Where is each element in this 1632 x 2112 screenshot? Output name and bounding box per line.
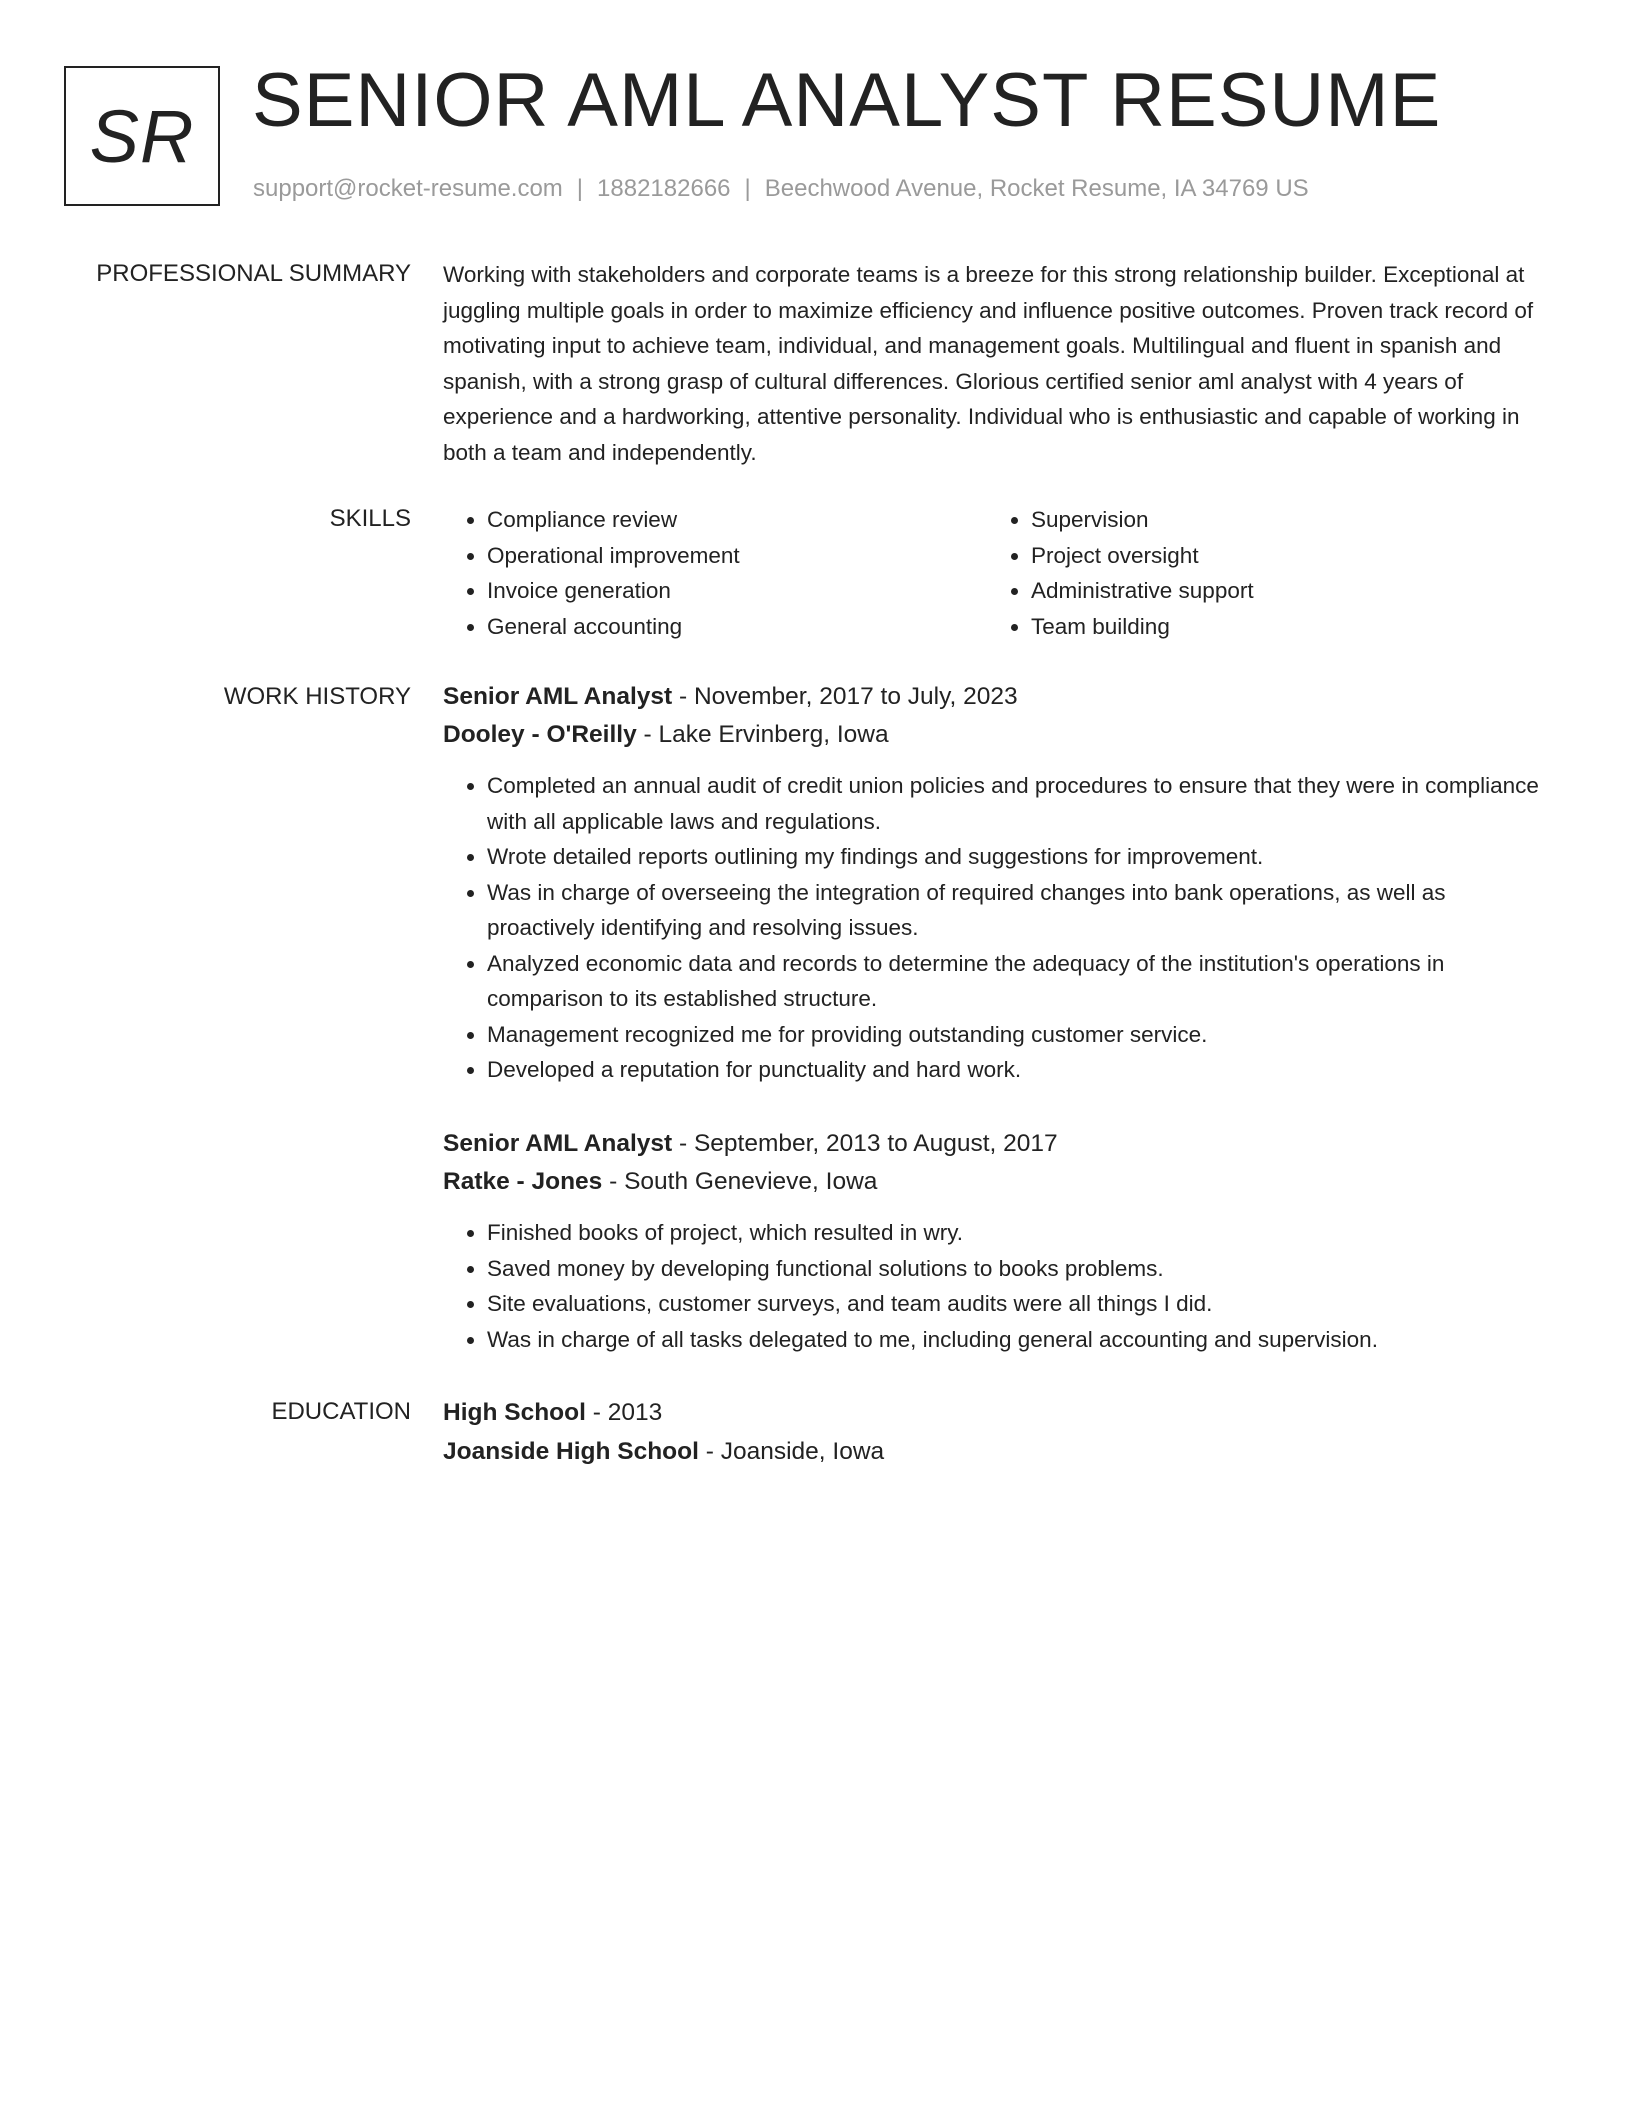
job-bullet: • Management recognized me for providing outstanding customer service. <box>487 1017 1543 1053</box>
education-school-line <box>443 1433 1543 1471</box>
job-bullet: • Analyzed economic data and records to determine the adequacy of the institution's operations in comparison to its established structure. <box>487 946 1543 1017</box>
job-dates: - September, 2013 to August, 2017 <box>672 1130 1058 1157</box>
job-bullet: • Developed a reputation for punctuality and hard work. <box>487 1052 1543 1088</box>
skill-item: • Supervision <box>1031 502 1531 538</box>
education-section <box>443 1393 1543 1471</box>
contact-phone: 1882182666 <box>597 175 731 202</box>
job-entry <box>443 1125 1543 1357</box>
skills-section <box>443 502 1543 644</box>
job-company-line <box>443 1163 1543 1201</box>
summary-text: Working with stakeholders and corporate teams is a breeze for this strong relationship builder. Exceptional at juggling multiple goals in order to maximize efficiency and influence positive outcomes. Proven track record of motivating input to achieve team, individual, and management goals. Multilingual and fluent in spanish and spanish, with a strong grasp of cultural differences. Glorious certified senior aml analyst with 4 years of experience and a hardworking, attentive personality. Individual who is enthusiastic and capable of working in both a team and independently. <box>443 262 1534 465</box>
education-degree-line <box>443 1393 1543 1433</box>
education-school: Joanside High School <box>443 1438 699 1465</box>
contact-separator: | <box>576 175 584 202</box>
skill-item: • Project oversight <box>1031 538 1531 574</box>
job-entry <box>443 678 1543 1088</box>
contact-address: Beechwood Avenue, Rocket Resume, IA 34769 US <box>764 175 1309 202</box>
job-bullet: • Was in charge of overseeing the integration of required changes into bank operations, as well as proactively identifying and resolving issues. <box>487 875 1543 946</box>
education-year: - 2013 <box>585 1399 663 1426</box>
skill-item: • Administrative support <box>1031 573 1531 609</box>
job-location: - Lake Ervinberg, Iowa <box>636 721 889 748</box>
job-bullets <box>443 1215 1543 1357</box>
job-bullet: • Wrote detailed reports outlining my findings and suggestions for improvement. <box>487 839 1543 875</box>
education-location: - Joanside, Iowa <box>698 1438 885 1465</box>
section-label-skills: SKILLS <box>329 505 411 532</box>
skill-item: • General accounting <box>487 609 987 645</box>
job-company: Ratke - Jones <box>443 1168 603 1195</box>
section-label-work-history: WORK HISTORY <box>223 683 411 710</box>
job-company: Dooley - O'Reilly <box>443 721 637 748</box>
skill-item: • Operational improvement <box>487 538 987 574</box>
skill-item: • Invoice generation <box>487 573 987 609</box>
job-title: Senior AML Analyst <box>443 683 673 710</box>
contact-line <box>253 174 1309 204</box>
job-bullets <box>443 768 1543 1088</box>
contact-separator: | <box>744 175 751 202</box>
contact-email: support@rocket-resume.com <box>253 175 563 202</box>
monogram-badge <box>64 66 220 206</box>
job-title-line <box>443 1125 1543 1163</box>
job-bullet: • Completed an annual audit of credit union policies and procedures to ensure that they were in compliance with all applicable laws and regulations. <box>487 768 1543 839</box>
section-label-summary: PROFESSIONAL SUMMARY <box>96 260 411 287</box>
job-dates: - November, 2017 to July, 2023 <box>672 683 1018 710</box>
summary-section <box>443 257 1543 470</box>
monogram-initials: SR <box>89 94 195 178</box>
section-label-education: EDUCATION <box>271 1398 411 1425</box>
job-bullet: • Was in charge of all tasks delegated to me, including general accounting and supervision. <box>487 1322 1543 1358</box>
resume-title: SENIOR AML ANALYST RESUME <box>252 58 1442 143</box>
job-bullet: • Saved money by developing functional solutions to books problems. <box>487 1251 1543 1287</box>
education-degree: High School <box>443 1399 586 1426</box>
skill-item: • Compliance review <box>487 502 987 538</box>
job-company-line <box>443 716 1543 754</box>
skills-column-left <box>443 502 987 644</box>
job-bullet: • Site evaluations, customer surveys, and team audits were all things I did. <box>487 1286 1543 1322</box>
job-location: - South Genevieve, Iowa <box>602 1168 878 1195</box>
skills-column-right <box>987 502 1531 644</box>
job-bullet: • Finished books of project, which resulted in wry. <box>487 1215 1543 1251</box>
skill-item: • Team building <box>1031 609 1531 645</box>
job-title: Senior AML Analyst <box>443 1130 673 1157</box>
job-title-line <box>443 678 1543 716</box>
